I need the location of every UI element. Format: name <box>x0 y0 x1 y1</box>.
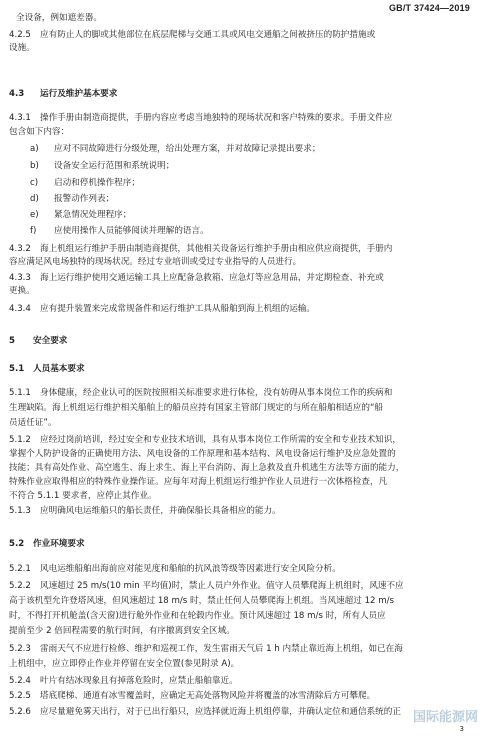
clause-line: 5.2.5 塔底爬梯、通道有冰雪覆盖时，应确定无高处落物风险并将覆盖的冰雪清除后方可攀爬。 <box>9 691 376 701</box>
chapter-heading: 5 安全要求 <box>9 336 68 346</box>
list-item: b) 设备安全运行范围和系统说明； <box>30 161 175 171</box>
list-item: f) 应使用操作人员能够阅读并理解的语言。 <box>30 226 209 236</box>
text-line: 时，不得打开机舱盖(含天窗)进行舱外作业和在轮毂内作业。预计风速超过 18 m/s 时，所有人员应 <box>9 611 386 621</box>
clause-line: 5.2.1 风电运维船舶出海前应对能见度和船舶的抗风浪等级等因素进行安全风险分析。 <box>9 564 341 574</box>
text-line: 提前至少 2 倍回程需要的航行时间，有序撤离到安全区域。 <box>9 626 235 636</box>
list-item: d) 报警动作列表； <box>30 194 115 204</box>
clause-line: 4.3.2 海上机组运行维护手册由制造商提供，其他相关设备运行维护手册由相应供应商提供，手册内 <box>9 244 393 254</box>
section-heading: 5.1 人员基本要求 <box>9 364 85 374</box>
watermark-logo: 国际能源网 <box>412 710 478 725</box>
clause-line: 5.1.1 身体健康，经企业认可的医院按照相关标准要求进行体检，没有妨碍从事本岗位工作的疾病和 <box>9 388 393 398</box>
text-line: 技能；具有高处作业、高空逃生、海上求生、海上平台消防、海上急救及直升机逃生方法等方面的能力， <box>9 463 405 473</box>
clause-line: 4.2.5 应有防止人的脚或其他部位在底层爬梯与交通工具或风电交通船之间被挤压的防护措施或 <box>9 30 376 40</box>
clause-line: 5.1.2 应经过岗前培训，经过安全和专业技术培训，具有从事本岗位工作所需的安全和专业技术知识， <box>9 435 401 445</box>
text-line: 上机组中，应立即停止作业并停留在安全位置(参见附录 A)。 <box>9 659 240 669</box>
clause-line: 4.3.4 应有提升装置来完成常规备件和运行维护工具从船舶到海上机组的运输。 <box>9 304 316 314</box>
text-line: 不符合 5.1.1 要求者，应停止其作业。 <box>9 491 157 501</box>
list-item: a) 应对不同故障进行分级处理，给出处理方案，并对故障记录提出要求； <box>30 144 321 154</box>
clause-line: 5.1.3 应明确风电运维船只的船长责任，并确保船长具备相应的能力。 <box>9 506 281 516</box>
text-line: 掌握个人防护设备的正确使用方法、风电设备的工作原理和基本结构、风电设备运行维护及应急处置的 <box>9 449 396 459</box>
standard-number: GB/T 37424—2019 <box>388 3 470 13</box>
list-item: e) 紧急情况处理程序； <box>30 210 132 220</box>
text-line: 高于该机型允许登塔风速，但风速超过 18 m/s 时，禁止任何人员攀爬海上机组。当风速超过 12 m/s <box>9 596 394 606</box>
clause-line: 5.2.6 应尽量避免雾天出行，对于已出行船只，应选择就近海上机组停靠，并确认定位和通信系统的正 <box>9 707 401 717</box>
clause-line: 5.2.4 叶片有结冰现象且有掉落危险时，应禁止船舶靠近。 <box>9 676 238 686</box>
section-heading: 5.2 作业环境要求 <box>9 539 85 549</box>
text-line: 设施。 <box>9 43 35 53</box>
section-heading: 4.3 运行及维护基本要求 <box>9 89 118 99</box>
text-line: 容应满足风电场独特的现场状况。经过专业培训或受过专业指导的人员进行。 <box>9 257 302 267</box>
text-line: 更换。 <box>9 286 35 296</box>
list-item: c) 启动和停机操作程序； <box>30 178 140 188</box>
clause-line: 5.2.2 风速超过 25 m/s(10 min 平均值)时，禁止人员户外作业。值守人员攀爬海上机组时，风速不应 <box>9 581 404 591</box>
text-line: 特殊作业应取得相应的特殊作业操作证。应每年对海上机组运行维护作业人员进行一次体格检查，凡 <box>9 477 388 487</box>
text-line: 员适任证”。 <box>9 418 57 428</box>
text-line: 全设备，例如遮差器。 <box>16 13 102 23</box>
text-line: 生理缺陷。海上机组运行维护相关船舶上的船员应持有国家主管部门规定的与所在船舶相适应的“船 <box>9 403 383 413</box>
clause-line: 4.3.3 海上运行维护使用交通运输工具上应配备急救箱、应急灯等应急用品，并定期检查、补充或 <box>9 273 384 283</box>
text-line: 包含如下内容： <box>9 127 70 137</box>
clause-line: 4.3.1 操作手册由制造商提供，手册内容应考虑当地独特的现场状况和客户特殊的要求。手册文件应 <box>9 113 393 123</box>
clause-line: 5.2.3 雷雨天气不应进行检修、维护和巡视工作，发生雷雨天气后 1 h 内禁止靠近海上机组，如已在海 <box>9 644 403 654</box>
page-number: 3 <box>459 725 464 733</box>
